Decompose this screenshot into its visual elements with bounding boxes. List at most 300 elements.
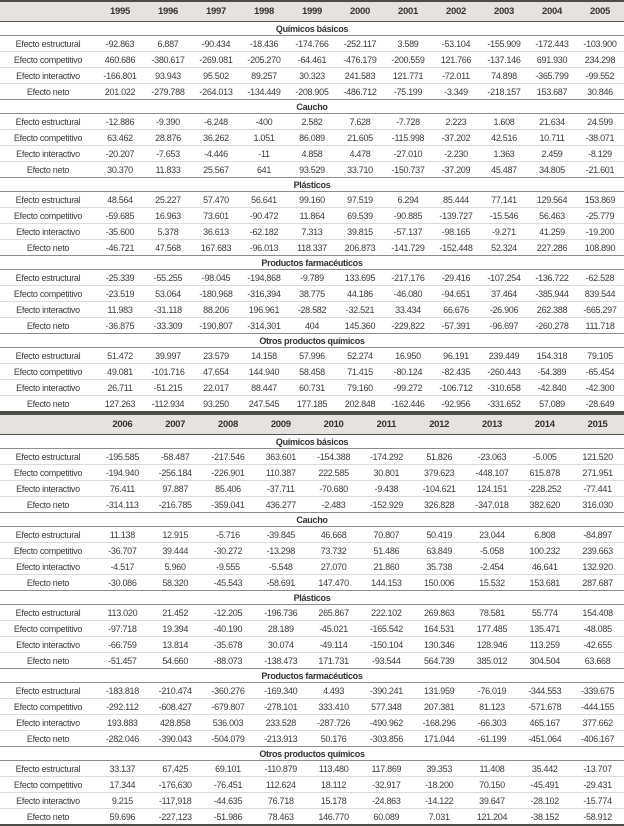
value-cell: -44.635	[202, 793, 255, 809]
year-header-cell: 2001	[384, 1, 432, 22]
table-row	[0, 52, 624, 68]
table-row	[0, 270, 624, 286]
value-cell: 39.997	[144, 348, 192, 364]
value-cell: 47.654	[192, 364, 240, 380]
value-cell: 88.447	[240, 380, 288, 396]
value-cell: -35.600	[96, 224, 144, 240]
value-cell: -344.553	[518, 683, 571, 699]
year-header-cell: 2005	[576, 1, 624, 22]
value-cell: -180.968	[192, 286, 240, 302]
value-cell: -75.199	[393, 86, 423, 97]
value-cell: 153.687	[536, 86, 568, 97]
value-cell: 95.502	[192, 68, 240, 84]
value-cell: -29.431	[571, 777, 624, 793]
row-label: Efecto neto	[26, 655, 70, 666]
value-cell: -94.651	[432, 286, 480, 302]
value-cell: -103.900	[576, 36, 624, 52]
value-cell: 146.770	[318, 811, 349, 822]
row-label: Efecto interactivo	[0, 224, 96, 240]
value-cell: -97.718	[96, 621, 149, 637]
value-cell: 111.718	[585, 320, 615, 331]
table-row	[0, 114, 624, 130]
value-cell: 10.711	[528, 130, 576, 146]
table-row	[0, 761, 624, 777]
value-cell: 691.930	[528, 52, 576, 68]
value-cell: -33.309	[153, 320, 183, 331]
value-cell: -65.454	[576, 364, 624, 380]
value-cell: -190.807	[199, 320, 233, 331]
row-label: Efecto neto	[26, 86, 70, 97]
value-cell: -5.716	[202, 527, 255, 543]
value-cell: -88.073	[213, 655, 243, 666]
value-cell: 71.415	[336, 364, 384, 380]
value-cell: 564.739	[423, 655, 455, 666]
value-cell: 85.444	[432, 192, 480, 208]
value-cell: 33.137	[96, 761, 149, 777]
value-cell: -32.521	[336, 302, 384, 318]
value-cell: 145.360	[344, 320, 376, 331]
value-cell: 465.167	[518, 715, 571, 731]
value-cell: -196.736	[254, 605, 307, 621]
value-cell: 60.731	[288, 380, 336, 396]
value-cell: 839.544	[576, 286, 624, 302]
value-cell: -99.552	[576, 68, 624, 84]
value-cell: -90.885	[384, 208, 432, 224]
value-cell: -40.190	[202, 621, 255, 637]
value-cell: 39.815	[336, 224, 384, 240]
value-cell: 117.869	[360, 761, 413, 777]
value-cell: 18.112	[307, 777, 360, 793]
value-cell: 22.017	[192, 380, 240, 396]
row-label: Efecto competitivo	[0, 777, 96, 793]
value-cell: -115.998	[384, 130, 432, 146]
value-cell: -228.252	[518, 481, 571, 497]
value-cell: 2.582	[288, 114, 336, 130]
table-row	[0, 348, 624, 364]
table-row	[0, 364, 624, 380]
value-cell: 21.634	[528, 114, 576, 130]
value-cell: -66.303	[466, 715, 519, 731]
value-cell: -57.137	[384, 224, 432, 240]
value-cell: 37.464	[480, 286, 528, 302]
table-row	[0, 130, 624, 146]
value-cell: -104.621	[413, 481, 466, 497]
value-cell: -316.394	[240, 286, 288, 302]
value-cell: 304.504	[529, 655, 560, 666]
value-cell: -37.202	[432, 130, 480, 146]
row-label: Efecto estructural	[0, 36, 96, 52]
value-cell: 113.020	[96, 605, 149, 621]
value-cell: -62.528	[576, 270, 624, 286]
value-cell: -137.146	[480, 52, 528, 68]
value-cell: 11.864	[288, 208, 336, 224]
value-cell: 4.478	[336, 146, 384, 162]
row-label: Efecto interactivo	[0, 637, 96, 653]
value-cell: 21.605	[336, 130, 384, 146]
year-header-cell: 2006	[96, 414, 149, 435]
row-label: Efecto interactivo	[0, 715, 96, 731]
value-cell: 57.996	[288, 348, 336, 364]
value-cell: 154.408	[571, 605, 624, 621]
table-row	[0, 380, 624, 396]
value-cell: 56.641	[240, 192, 288, 208]
value-cell: -46.721	[105, 242, 135, 253]
value-cell: -19.200	[576, 224, 624, 240]
value-cell: -360.276	[202, 683, 255, 699]
value-cell: 46.668	[307, 527, 360, 543]
section-title: Productos farmacéuticos	[0, 256, 624, 270]
year-header-cell: 2013	[466, 414, 519, 435]
table-row	[0, 396, 624, 413]
value-cell: 171.731	[318, 655, 349, 666]
value-cell: 127.263	[104, 398, 136, 409]
value-cell: -2.230	[432, 146, 480, 162]
value-cell: 4.858	[288, 146, 336, 162]
table-row	[0, 162, 624, 178]
year-header-cell: 2003	[480, 1, 528, 22]
value-cell: -406.167	[581, 733, 615, 744]
value-cell: 36.262	[192, 130, 240, 146]
row-label: Efecto competitivo	[0, 699, 96, 715]
value-cell: 222.102	[360, 605, 413, 621]
value-cell: 33.434	[384, 302, 432, 318]
row-label: Efecto estructural	[0, 605, 96, 621]
value-cell: 118.337	[297, 242, 327, 253]
value-cell: -20.207	[96, 146, 144, 162]
value-cell: -76.019	[466, 683, 519, 699]
value-cell: -150.737	[391, 164, 425, 175]
value-cell: 36.613	[192, 224, 240, 240]
value-cell: 38.775	[288, 286, 336, 302]
value-cell: -303.856	[369, 733, 403, 744]
value-cell: -37.209	[441, 164, 471, 175]
value-cell: -25.339	[96, 270, 144, 286]
value-cell: -679.807	[202, 699, 255, 715]
value-cell: 70.807	[360, 527, 413, 543]
value-cell: 577.348	[360, 699, 413, 715]
value-cell: -154.388	[307, 449, 360, 465]
row-label: Efecto estructural	[0, 114, 96, 130]
value-cell: 615.878	[518, 465, 571, 481]
table-row	[0, 224, 624, 240]
value-cell: -3.349	[444, 86, 468, 97]
table-row	[0, 146, 624, 162]
value-cell: 23.579	[192, 348, 240, 364]
value-cell: -18.436	[240, 36, 288, 52]
value-cell: 11.138	[96, 527, 149, 543]
value-cell: -490.962	[360, 715, 413, 731]
value-cell: 1.051	[240, 130, 288, 146]
value-cell: 3.589	[384, 36, 432, 52]
value-cell: -11	[240, 146, 288, 162]
value-cell: 326.828	[423, 499, 455, 510]
value-cell: -51.215	[144, 380, 192, 396]
value-cell: -216.785	[158, 499, 192, 510]
value-cell: -400	[240, 114, 288, 130]
row-label: Efecto competitivo	[0, 130, 96, 146]
value-cell: 239.663	[571, 543, 624, 559]
value-cell: -31.118	[144, 302, 192, 318]
value-cell: 5.378	[144, 224, 192, 240]
value-cell: 63.849	[413, 543, 466, 559]
value-cell: 385.012	[476, 655, 508, 666]
value-cell: -282.046	[105, 733, 139, 744]
value-cell: 124.151	[466, 481, 519, 497]
value-cell: 52.324	[491, 242, 517, 253]
value-cell: -46.080	[384, 286, 432, 302]
value-cell: -61.199	[477, 733, 507, 744]
table-row	[0, 683, 624, 699]
value-cell: 73.732	[307, 543, 360, 559]
value-cell: -331.652	[487, 398, 521, 409]
value-cell: -35.678	[202, 637, 255, 653]
value-cell: -84.897	[571, 527, 624, 543]
value-cell: -13.707	[571, 761, 624, 777]
value-cell: -226.901	[202, 465, 255, 481]
row-label: Efecto neto	[26, 811, 70, 822]
value-cell: -166.801	[96, 68, 144, 84]
value-cell: 206.873	[344, 242, 376, 253]
value-cell: 233.528	[254, 715, 307, 731]
value-cell: 78.581	[466, 605, 519, 621]
value-cell: 201.022	[104, 86, 136, 97]
year-header-cell: 1999	[288, 1, 336, 22]
value-cell: 2.459	[528, 146, 576, 162]
value-cell: -38.152	[530, 811, 559, 822]
value-cell: -30.272	[202, 543, 255, 559]
value-cell: -264.013	[199, 86, 233, 97]
value-cell: -45.021	[307, 621, 360, 637]
value-cell: -227,123	[158, 811, 192, 822]
value-cell: 30.323	[288, 68, 336, 84]
value-cell: 404	[304, 320, 320, 331]
value-cell: -152.448	[439, 242, 473, 253]
value-cell: -42.840	[528, 380, 576, 396]
value-cell: 234.298	[576, 52, 624, 68]
value-cell: 23.044	[466, 527, 519, 543]
row-label: Efecto estructural	[0, 270, 96, 286]
value-cell: -25.779	[576, 208, 624, 224]
row-label: Efecto competitivo	[0, 465, 96, 481]
value-cell: 51.826	[413, 449, 466, 465]
value-cell: -278.101	[254, 699, 307, 715]
value-cell: 57.470	[192, 192, 240, 208]
value-cell: 154.318	[528, 348, 576, 364]
value-cell: 12.915	[149, 527, 202, 543]
value-cell: 131.959	[413, 683, 466, 699]
value-cell: 377.662	[571, 715, 624, 731]
section-title: Caucho	[0, 100, 624, 114]
value-cell: -174.766	[288, 36, 336, 52]
value-cell: 34.805	[539, 164, 565, 175]
year-header-cell: 2007	[149, 414, 202, 435]
value-cell: -7.728	[384, 114, 432, 130]
row-label: Efecto neto	[26, 499, 70, 510]
row-label: Efecto competitivo	[0, 364, 96, 380]
value-cell: 79.160	[336, 380, 384, 396]
value-cell: 110.387	[254, 465, 307, 481]
value-cell: -36.875	[105, 320, 135, 331]
value-cell: 52.274	[336, 348, 384, 364]
value-cell: 97.519	[336, 192, 384, 208]
value-cell: -314.113	[106, 499, 139, 510]
value-cell: 78.463	[267, 811, 294, 822]
section-title-row	[0, 591, 624, 605]
value-cell: 153.869	[576, 192, 624, 208]
value-cell: -23.519	[96, 286, 144, 302]
value-cell: 69.539	[336, 208, 384, 224]
value-cell: 129.564	[528, 192, 576, 208]
value-cell: 59.696	[109, 811, 136, 822]
value-cell: -36.707	[96, 543, 149, 559]
value-cell: 177.185	[296, 398, 328, 409]
value-cell: 19.394	[149, 621, 202, 637]
value-cell: -172.443	[528, 36, 576, 52]
value-cell: -162.446	[391, 398, 425, 409]
value-cell: 271.951	[571, 465, 624, 481]
value-cell: 13.814	[149, 637, 202, 653]
year-header-cell: 1998	[240, 1, 288, 22]
value-cell: 153.681	[529, 577, 560, 588]
value-cell: -218.157	[487, 86, 521, 97]
value-cell: -96.013	[249, 242, 279, 253]
value-cell: -42.655	[571, 637, 624, 653]
value-cell: -292.112	[96, 699, 149, 715]
section-title-row	[0, 669, 624, 683]
value-cell: 222.585	[307, 465, 360, 481]
section-title-row	[0, 256, 624, 270]
row-label: Efecto interactivo	[0, 481, 96, 497]
value-cell: 7.313	[288, 224, 336, 240]
section-title-row	[0, 178, 624, 192]
value-cell: -90.434	[192, 36, 240, 52]
value-cell: 24.599	[576, 114, 624, 130]
value-cell: 69.101	[202, 761, 255, 777]
table-row	[0, 809, 624, 826]
value-cell: -476.179	[336, 52, 384, 68]
value-cell: -80.124	[384, 364, 432, 380]
value-cell: 6.294	[384, 192, 432, 208]
value-cell: -5.548	[254, 559, 307, 575]
value-cell: 100.232	[518, 543, 571, 559]
value-cell: 1.608	[480, 114, 528, 130]
value-cell: 28.189	[254, 621, 307, 637]
row-label: Efecto estructural	[0, 683, 96, 699]
value-cell: 333.410	[307, 699, 360, 715]
value-cell: 171.044	[423, 733, 455, 744]
value-cell: 382.620	[529, 499, 560, 510]
value-cell: 25.227	[144, 192, 192, 208]
table-row	[0, 653, 624, 669]
year-header-cell: 2012	[413, 414, 466, 435]
value-cell: -269.081	[192, 52, 240, 68]
value-cell: -48.085	[571, 621, 624, 637]
value-cell: 121.520	[571, 449, 624, 465]
year-header-cell: 1995	[96, 1, 144, 22]
table-row	[0, 497, 624, 513]
value-cell: 363.601	[254, 449, 307, 465]
value-cell: 227.286	[536, 242, 568, 253]
value-cell: 81.123	[466, 699, 519, 715]
value-cell: 60.089	[373, 811, 400, 822]
value-cell: 85.406	[202, 481, 255, 497]
value-cell: 55.774	[518, 605, 571, 621]
value-cell: 536.003	[202, 715, 255, 731]
section-title: Otros productos químicos	[0, 747, 624, 761]
value-cell: 97.887	[149, 481, 202, 497]
section-title-row	[0, 513, 624, 527]
value-cell: 70.150	[466, 777, 519, 793]
value-cell: 58.458	[288, 364, 336, 380]
year-header-cell: 1997	[192, 1, 240, 22]
value-cell: -229.822	[391, 320, 425, 331]
value-cell: -106.712	[432, 380, 480, 396]
table-row	[0, 465, 624, 481]
value-cell: -194.940	[96, 465, 149, 481]
section-title: Productos farmacéuticos	[0, 669, 624, 683]
value-cell: 379.623	[413, 465, 466, 481]
section-title-row	[0, 334, 624, 348]
value-cell: 113.480	[307, 761, 360, 777]
value-cell: 51.486	[360, 543, 413, 559]
value-cell: -339.675	[571, 683, 624, 699]
row-label: Efecto estructural	[0, 449, 96, 465]
value-cell: 76.718	[254, 793, 307, 809]
table-row	[0, 699, 624, 715]
value-cell: -256.184	[149, 465, 202, 481]
row-label: Efecto neto	[26, 733, 70, 744]
value-cell: -58.487	[149, 449, 202, 465]
value-cell: -77.441	[571, 481, 624, 497]
value-cell: 150.006	[423, 577, 455, 588]
value-cell: 21.452	[149, 605, 202, 621]
value-cell: -58.912	[583, 811, 612, 822]
value-cell: 45.487	[491, 164, 517, 175]
value-cell: -117,918	[149, 793, 202, 809]
value-cell: -571.678	[518, 699, 571, 715]
row-label: Efecto estructural	[0, 192, 96, 208]
value-cell: -217.176	[384, 270, 432, 286]
value-cell: 46.641	[518, 559, 571, 575]
value-cell: -64.461	[288, 52, 336, 68]
table-row	[0, 240, 624, 256]
section-title-row	[0, 100, 624, 114]
table-row	[0, 527, 624, 543]
value-cell: -279.788	[151, 86, 185, 97]
table-row	[0, 559, 624, 575]
value-cell: -38.071	[576, 130, 624, 146]
value-cell: 89.257	[240, 68, 288, 84]
value-cell: 269.863	[413, 605, 466, 621]
value-cell: 287.687	[582, 577, 613, 588]
value-cell: 113.259	[518, 637, 571, 653]
value-cell: -9.555	[202, 559, 255, 575]
row-label: Efecto competitivo	[0, 286, 96, 302]
value-cell: -141.729	[391, 242, 425, 253]
value-cell: 54.660	[162, 655, 189, 666]
value-cell: 7.628	[336, 114, 384, 130]
year-header-cell: 2014	[518, 414, 571, 435]
value-cell: 88.206	[192, 302, 240, 318]
value-cell: -390.241	[360, 683, 413, 699]
value-cell: 39.353	[413, 761, 466, 777]
value-cell: 14.158	[240, 348, 288, 364]
value-cell: -28.582	[288, 302, 336, 318]
value-cell: 247.545	[248, 398, 280, 409]
value-cell: 93.529	[299, 164, 325, 175]
value-cell: -2.483	[321, 499, 346, 510]
table-row	[0, 286, 624, 302]
